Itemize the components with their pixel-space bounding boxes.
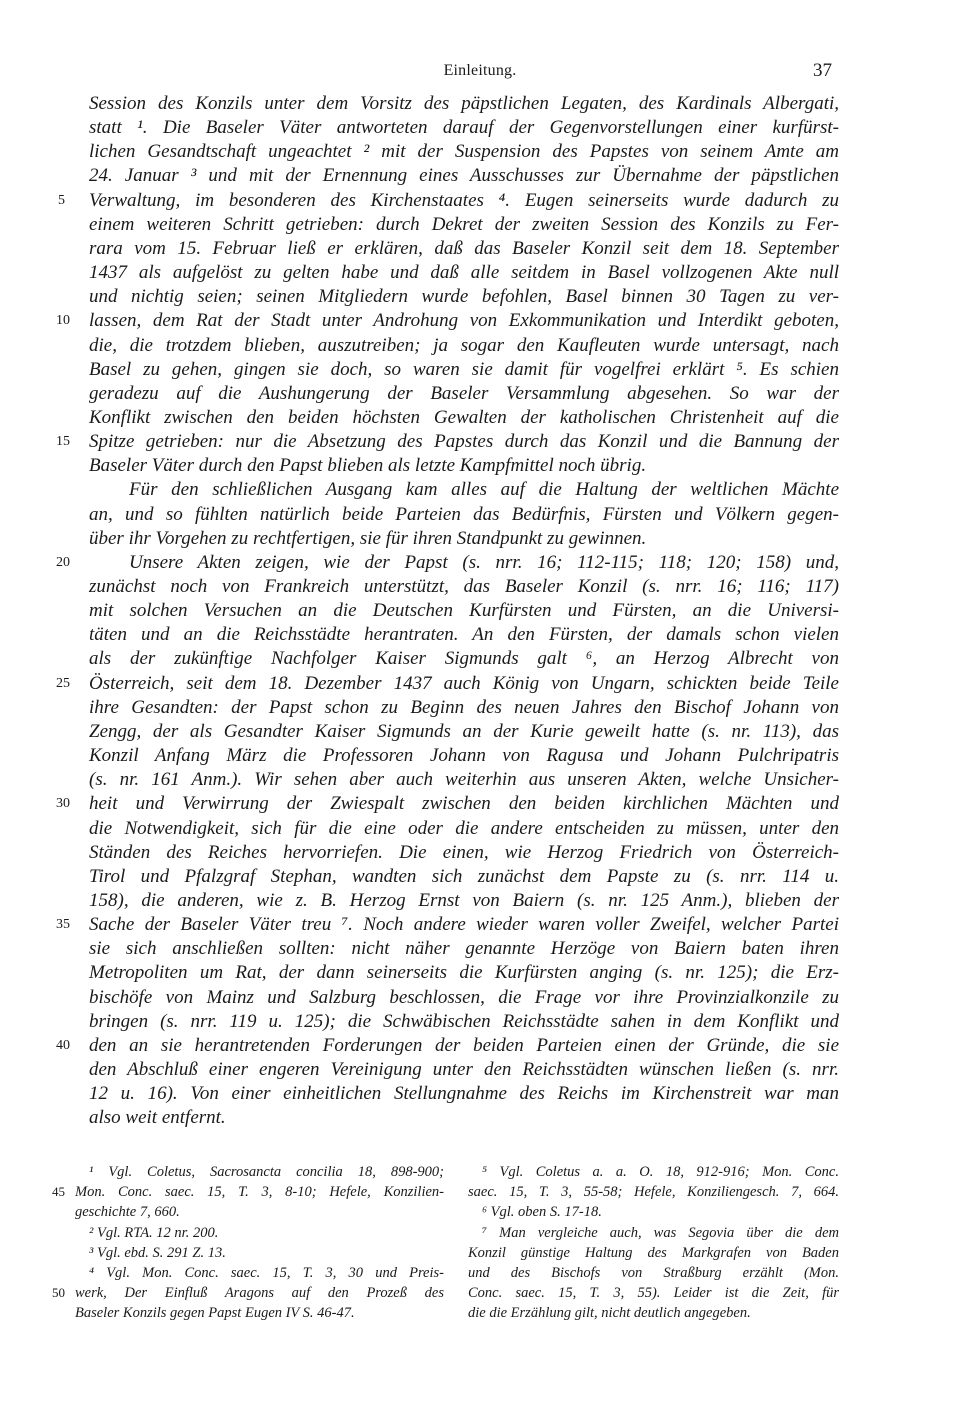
line-number: 5	[58, 192, 65, 208]
footnote-line: ² Vgl. RTA. 12 nr. 200.	[89, 1224, 219, 1241]
body-line: den an sie herantretenden Forderungen der beiden Parteien einen der Gründe, die sie	[89, 1034, 839, 1056]
footnote-line: werk, Der Einfluß Aragons auf den Prozeß des	[75, 1285, 444, 1302]
line-number: 40	[56, 1037, 70, 1053]
body-line: lassen, dem Rat der Stadt unter Androhung von Exkommunikation und Interdikt geboten,	[89, 310, 839, 332]
footnote-line: und des Bischofs von Straßburg erzählt (Mon.	[468, 1265, 839, 1281]
body-line: den Abschluß einer engeren Vereinigung unter den Reichsstädten wünschen ließen (s. nrr.	[89, 1059, 839, 1080]
footnote-line: geschichte 7, 660.	[75, 1204, 180, 1221]
footnote-line: Mon. Conc. saec. 15, T. 3, 8-10; Hefele, Konzilien-	[75, 1184, 444, 1201]
body-line: Konflikt zwischen den beiden höchsten Gewalten der katholischen Christenheit auf die	[89, 406, 839, 428]
body-line: (s. nr. 161 Anm.). Wir sehen aber auch weiterhin aus unseren Akten, welche Unsicher-	[89, 769, 839, 791]
body-line: lichen Gesandtschaft ungeachtet ² mit der Suspension des Papstes von seinem Amte am	[89, 141, 839, 163]
body-line: Spitze getrieben: nur die Absetzung des Papstes durch das Konzil und die Bannung der	[89, 431, 839, 453]
body-line: an, und so fühlten natürlich beide Parteien das Bedürfnis, Fürsten und Völkern gegen-	[89, 503, 839, 525]
line-number: 25	[56, 675, 70, 691]
body-line: geradezu auf die Aushungerung der Baseler Versammlung abgesehen. So war der	[89, 382, 839, 404]
body-line: täten und an die Reichsstädte herantraten. An den Fürsten, der damals schon vielen	[89, 624, 839, 646]
body-line: heit und Verwirrung der Zwiespalt zwischen den beiden kirchlichen Mächten und	[89, 793, 839, 815]
footnote-line: ⁶ Vgl. oben S. 17-18.	[482, 1204, 602, 1221]
footnote-line: ⁴ Vgl. Mon. Conc. saec. 15, T. 3, 30 und Preis-	[89, 1265, 444, 1281]
body-line: mit solchen Versuchen an die Deutschen Kurfürsten und Fürsten, an die Universi-	[89, 600, 839, 622]
body-line: 24. Januar ³ und mit der Ernennung eines Ausschusses zur Übernahme der päpstlichen	[89, 165, 839, 187]
body-line: Österreich, seit dem 18. Dezember 1437 auch König von Ungarn, schickten beide Teile	[89, 672, 839, 694]
body-line: Metropoliten um Rat, der dann seinerseits die Kurfürsten anging (s. nr. 125); die Erz-	[89, 962, 839, 984]
footnote-line: Konzil günstige Haltung des Markgrafen von Baden	[468, 1244, 839, 1261]
body-line: 158), die anderen, wie z. B. Herzog Ernst von Baiern (s. nr. 125 Anm.), blieben der	[89, 889, 839, 911]
body-line: Konzil Anfang März die Professoren Johann von Ragusa und Johann Pulchripatris	[89, 745, 839, 767]
body-line: rara vom 15. Februar ließ er erklären, daß das Baseler Konzil seit dem 18. September	[89, 237, 839, 259]
footnote-line: ⁵ Vgl. Coletus a. a. O. 18, 912-916; Mon. Conc.	[482, 1164, 839, 1180]
body-line: Zengg, der als Gesandter Kaiser Sigmunds an der Kurie geweilt hatte (s. nr. 113), das	[89, 720, 839, 742]
footnote-line-number: 45	[52, 1184, 65, 1200]
footnote-line-number: 50	[52, 1285, 65, 1301]
body-line: Baseler Väter durch den Papst blieben als letzte Kampfmittel noch übrig.	[89, 455, 647, 477]
body-line: also weit entfernt.	[89, 1107, 226, 1129]
body-line: Verwaltung, im besonderen des Kirchenstaates ⁴. Eugen seinerseits wurde dadurch zu	[89, 189, 839, 211]
body-line: bischöfe von Mainz und Salzburg beschlossen, die Frage vor ihre Provinzialkonzile zu	[89, 986, 839, 1008]
body-line: sie sich anschließen sollten: nicht näher genannte Herzöge von Baiern baten ihren	[89, 938, 839, 960]
body-line: statt ¹. Die Baseler Väter antworteten darauf der Gegenvorstellungen einer kurfürst-	[89, 117, 839, 139]
body-line: 12 u. 16). Von einer einheitlichen Stellungnahme des Reichs im Kirchenstreit war man	[89, 1083, 839, 1105]
body-line: über ihr Vorgehen zu rechtfertigen, sie für ihren Standpunkt zu gewinnen.	[89, 527, 647, 549]
footnote-line: ¹ Vgl. Coletus, Sacrosancta concilia 18, 898-900;	[89, 1164, 444, 1180]
line-number: 30	[56, 796, 70, 812]
body-line: die Notwendigkeit, sich für die eine oder die andere entscheiden zu müssen, unter den	[89, 817, 839, 839]
footnote-line: Conc. saec. 15, T. 3, 55). Leider ist die Zeit, für	[468, 1285, 839, 1302]
footnote-line: die die Erzählung gilt, nicht deutlich angegeben.	[468, 1305, 751, 1322]
footnote-line: ⁷ Man vergleiche auch, was Segovia über die dem	[482, 1224, 839, 1241]
line-number: 10	[56, 313, 70, 329]
body-line: zunächst noch von Frankreich unterstützt, das Baseler Konzil (s. nrr. 16; 116; 117)	[89, 576, 839, 597]
line-number: 20	[56, 554, 70, 570]
footnote-line: Baseler Konzils gegen Papst Eugen IV S. 46-47.	[75, 1305, 355, 1322]
footnote-line: saec. 15, T. 3, 55-58; Hefele, Konziliengesch. 7, 664.	[468, 1184, 839, 1201]
line-number: 35	[56, 917, 70, 933]
line-number: 15	[56, 434, 70, 450]
body-line: und nichtig seien; seinen Mitgliedern wurde befohlen, Basel binnen 30 Tagen zu ver-	[89, 286, 839, 308]
body-line: Tirol und Pfalzgraf Stephan, wandten sich zunächst dem Papste zu (s. nrr. 114 u.	[89, 865, 839, 887]
running-header-title: Einleitung.	[443, 62, 517, 79]
body-line: Für den schließlichen Ausgang kam alles auf die Haltung der weltlichen Mächte	[129, 479, 839, 501]
body-line: Basel zu gehen, gingen sie doch, so waren sie damit für vogelfrei erklärt ⁵. Es schien	[89, 358, 839, 380]
body-line: Sache der Baseler Väter treu ⁷. Noch andere wieder waren voller Zweifel, welcher Partei	[89, 914, 839, 936]
body-line: 1437 als aufgelöst zu gelten habe und daß alle seitdem in Basel vollzogenen Akte null	[89, 262, 839, 284]
page-number: 37	[813, 60, 832, 81]
body-line: Ständen des Reiches hervorriefen. Die einen, wie Herzog Friedrich von Österreich-	[89, 841, 839, 863]
body-line: als der zukünftige Nachfolger Kaiser Sigmunds galt ⁶, an Herzog Albrecht von	[89, 648, 839, 670]
body-line: bringen (s. nrr. 119 u. 125); die Schwäbischen Reichsstädte sahen in dem Konflikt und	[89, 1010, 839, 1032]
body-line: Session des Konzils unter dem Vorsitz des päpstlichen Legaten, des Kardinals Albergati,	[89, 93, 839, 114]
body-line: die, die trotzdem blieben, auszutreiben; ja sogar den Kaufleuten wurde untersagt, nach	[89, 334, 839, 356]
body-line: einem weiteren Schritt getrieben: durch Dekret der zweiten Session des Konzils zu Fer-	[89, 213, 839, 235]
body-line: Unsere Akten zeigen, wie der Papst (s. nrr. 16; 112-115; 118; 120; 158) und,	[129, 551, 839, 573]
body-line: ihre Gesandten: der Papst schon zu Beginn des neuen Jahres den Bischof Johann von	[89, 696, 839, 718]
footnote-line: ³ Vgl. ebd. S. 291 Z. 13.	[89, 1244, 226, 1261]
